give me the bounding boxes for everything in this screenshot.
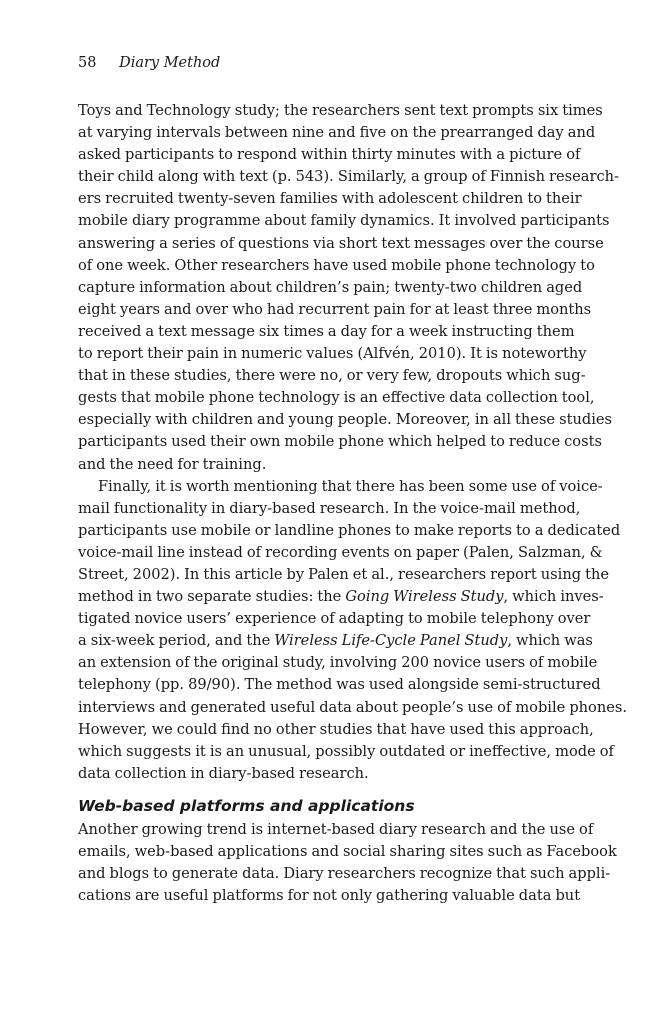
text-line: capture information about children’s pain; twenty-two children aged <box>78 278 583 296</box>
text-line: Finally, it is worth mentioning that there has been some use of voice- <box>98 477 603 495</box>
text-line: cations are useful platforms for not only gathering valuable data but <box>78 887 581 905</box>
text-run: method in two separate studies: the <box>78 588 346 606</box>
text-run: a six-week period, and the <box>78 632 275 650</box>
text-line: mobile diary programme about family dynamics. It involved participants <box>78 212 610 230</box>
text-line: interviews and generated useful data about people’s use of mobile phones. <box>78 698 628 716</box>
text-line: participants used their own mobile phone which helped to reduce costs <box>78 433 602 451</box>
text-line: tigated novice users’ experience of adapting to mobile telephony over <box>78 610 591 628</box>
running-section-title: Diary Method <box>119 55 221 71</box>
text-line: that in these studies, there were no, or very few, dropouts which sug- <box>78 367 586 385</box>
text-line: an extension of the original study, involving 200 novice users of mobile <box>78 654 598 672</box>
text-line: and blogs to generate data. Diary researchers recognize that such appli- <box>78 865 611 883</box>
page-number: 58 <box>78 55 97 71</box>
text-line: telephony (pp. 89/90). The method was used alongside semi-structured <box>78 676 601 694</box>
text-line: However, we could find no other studies that have used this approach, <box>78 720 594 738</box>
page-body <box>78 100 628 907</box>
study-title: Wireless Life-Cycle Panel Study <box>274 632 508 650</box>
text-line: asked participants to respond within thirty minutes with a picture of <box>78 146 581 164</box>
text-run: , which was <box>507 632 593 650</box>
text-line: participants use mobile or landline phones to make reports to a dedicated <box>78 521 621 539</box>
text-line: ers recruited twenty-seven families with adolescent children to their <box>78 190 582 208</box>
text-line: and the need for training. <box>78 455 267 473</box>
text-line: Another growing trend is internet-based diary research and the use of <box>78 820 594 838</box>
text-line: Street, 2002). In this article by Palen et al., researchers report using the <box>78 565 609 583</box>
text-line: data collection in diary-based research. <box>78 764 369 782</box>
text-line: which suggests it is an unusual, possibly outdated or ineffective, mode of <box>78 742 614 760</box>
text-line: gests that mobile phone technology is an effective data collection tool, <box>78 389 595 407</box>
text-line: emails, web-based applications and social sharing sites such as Facebook <box>78 843 617 860</box>
text-line <box>78 586 604 608</box>
running-head <box>78 53 220 73</box>
text-line: especially with children and young people. Moreover, in all these studies <box>78 411 612 429</box>
paragraph <box>78 100 619 476</box>
text-line: their child along with text (p. 543). Similarly, a group of Finnish research- <box>78 168 619 186</box>
text-line: to report their pain in numeric values (Alfvén, 2010). It is noteworthy <box>78 345 587 363</box>
text-line: Toys and Technology study; the researchers sent text prompts six times <box>78 102 603 119</box>
text-line: voice-mail line instead of recording events on paper (Palen, Salzman, & <box>78 543 603 561</box>
text-line: mail functionality in diary-based research. In the voice-mail method, <box>78 499 581 517</box>
text-line: at varying intervals between nine and five on the prearranged day and <box>78 124 596 142</box>
study-title: Going Wireless Study <box>345 588 504 606</box>
text-run: , which inves- <box>503 588 604 606</box>
text-line: received a text message six times a day for a week instructing them <box>78 322 575 340</box>
paragraph <box>78 476 628 785</box>
text-line: of one week. Other researchers have used mobile phone technology to <box>78 256 595 274</box>
text-line: answering a series of questions via short text messages over the course <box>78 234 604 252</box>
text-line <box>78 630 593 652</box>
text-line: eight years and over who had recurrent pain for at least three months <box>78 300 592 318</box>
section-heading: Web-based platforms and applications <box>78 796 415 815</box>
paragraph <box>78 819 617 907</box>
